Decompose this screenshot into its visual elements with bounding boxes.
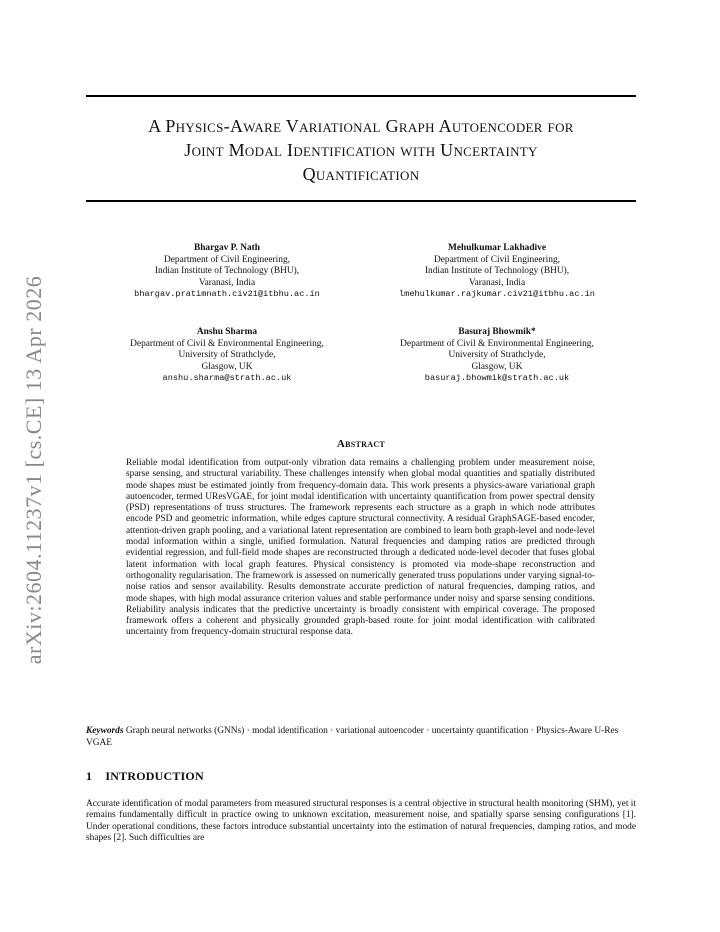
abstract-body: Reliable modal identification from output-only vibration data remains a challenging problem under measurement noise, sparse sensing, and structural variability. These challenges intensify when global modal quantities and spatially distributed mode shapes must be estimated jointly from frequency-domain data. This work presents a physics-aware variational graph autoencoder, termed UResVGAE, for joint modal identification with uncertainty quantification from power spectral density (PSD) representations of truss structures. The framework represents each structure as a graph in which node attributes encode PSD and geometric information, while edges capture structural connectivity. A residual GraphSAGE-based encoder, attention-driven graph pooling, and a variational latent representation are combined to learn both graph-level and node-level modal information within a single, unified formulation. Natural frequencies and damping ratios are predicted through evidential regression, and full-field mode shapes are reconstructed through a dedicated node-level decoder that fuses global latent information with local graph features. Physical consistency is promoted via mode-shape reconstruction and orthogonality regularisation. The framework is assessed on numerically generated truss populations under varying signal-to-noise ratios and sensor availability. Results demonstrate accurate prediction of natural frequencies, damping ratios, and mode shapes, with high modal assurance criterion values and stable performance under noisy and sparse sensing conditions. Reliability analysis indicates that the predictive uncertainty is broadly consistent with empirical coverage. The proposed framework offers a coherent and physically grounded graph-based route for joint modal identification with calibrated uncertainty from frequency-domain structural response data. (126, 458, 595, 638)
author-name: Anshu Sharma (196, 327, 258, 337)
author-affiliation-line: Indian Institute of Technology (BHU), (424, 266, 570, 277)
paper-title (86, 114, 636, 186)
title-rule-top (86, 95, 636, 97)
author-affiliation-line: University of Strathclyde, (178, 350, 276, 361)
author-affiliation-line: Department of Civil Engineering, (163, 254, 290, 265)
title-line: A Physics-Aware Variational Graph Autoencoder for (148, 116, 574, 136)
author-email: bhargav.pratimnath.civ21@itbhu.ac.in (134, 289, 320, 300)
author-email: basuraj.bhowmik@strath.ac.uk (424, 373, 570, 384)
abstract-heading: Abstract (336, 438, 386, 450)
author-block (86, 327, 368, 385)
author-name: Bhargav P. Nath (193, 243, 261, 253)
section-heading (86, 769, 636, 784)
author-block (352, 327, 642, 385)
author-affiliation-line: Department of Civil & Environmental Engineering, (130, 338, 324, 349)
title-line: Joint Modal Identification with Uncertainty (184, 140, 538, 160)
keywords-block (86, 726, 636, 749)
author-affiliation-line: Glasgow, UK (471, 361, 523, 372)
author-name: Mehulkumar Lakhadive (447, 243, 547, 253)
keywords-text: Graph neural networks (GNNs) · modal identification · variational autoencoder · uncertainty quantification · Physics-Aware U-Res VGAE (86, 726, 619, 748)
author-affiliation-line: Glasgow, UK (201, 361, 253, 372)
arxiv-identifier: arXiv:2604.11237v1 [cs.CE] 13 Apr 2026 (21, 275, 46, 665)
section-title: INTRODUCTION (105, 769, 204, 783)
author-affiliation-line: Varanasi, India (198, 277, 256, 288)
author-affiliation-line: Varanasi, India (468, 277, 526, 288)
title-line: Quantification (302, 164, 420, 184)
author-email: anshu.sharma@strath.ac.uk (162, 373, 292, 384)
author-affiliation-line: Department of Civil Engineering, (433, 254, 560, 265)
author-affiliation-line: University of Strathclyde, (448, 350, 546, 361)
title-rule-bottom (86, 200, 636, 202)
author-email: lmehulkumar.rajkumar.civ21@itbhu.ac.in (399, 289, 595, 300)
keywords-label: Keywords (86, 726, 124, 736)
author-block (352, 243, 642, 301)
author-name: Basuraj Bhowmik* (458, 327, 536, 337)
introduction-paragraph: Accurate identification of modal parameters from measured structural responses is a central objective in structural health monitoring (SHM), yet it remains fundamentally difficult in practice owing to unknown excitation, measurement noise, and spatially sparse sensing configurations [1]. Under operational conditions, these factors introduce substantial uncertainty into the estimation of natural frequencies, damping ratios, and mode shapes [2]. Such difficulties are (86, 799, 636, 843)
author-affiliation-line: Indian Institute of Technology (BHU), (154, 266, 300, 277)
author-block (86, 243, 368, 301)
author-affiliation-line: Department of Civil & Environmental Engineering, (400, 338, 594, 349)
section-number: 1 (86, 769, 93, 783)
